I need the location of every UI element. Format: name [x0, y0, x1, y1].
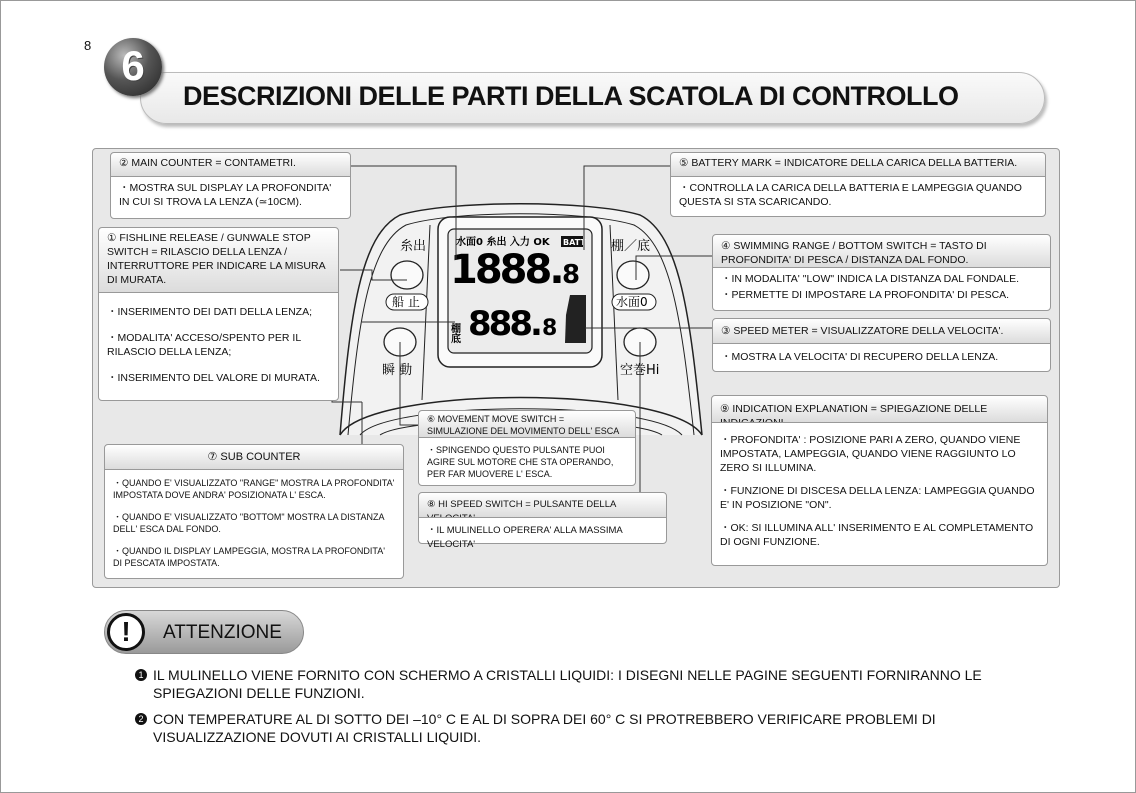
callout-indication-explanation [711, 395, 1048, 566]
callout-line: ・CONTROLLA LA CARICA DELLA BATTERIA E LAMPEGGIA QUANDO QUESTA SI STA SCARICANDO. [679, 182, 1022, 208]
callout-line: ・SPINGENDO QUESTO PULSANTE PUOI AGIRE SUL MOTORE CHE STA OPERANDO, PER FAR MUOVERE L' ESCA. [427, 445, 614, 479]
note-bullet: 2 [135, 713, 147, 725]
lcd-batt-label: BATT [563, 238, 586, 247]
callout-main-counter-body [110, 176, 351, 219]
callout-line: ・QUANDO E' VISUALIZZATO "RANGE" MOSTRA LA PROFONDITA' IMPOSTATA DOVE ANDRA' POSIZIONATA L' ESCA. [113, 478, 395, 500]
callout-fishline-release-head: ① FISHLINE RELEASE / GUNWALE STOP SWITCH = RILASCIO DELLA LENZA / INTERRUTTORE PER INDICARE LA MISURA DI MURATA. [98, 227, 339, 293]
callout-indication-head: ⑨ INDICATION EXPLANATION = SPIEGAZIONE DELLE [711, 395, 1048, 423]
attention-banner [104, 610, 304, 654]
callout-swimming-range [712, 234, 1051, 311]
callout-speed-meter-head: ③ SPEED METER = VISUALIZZATORE DELLA VELOCITA'. [712, 318, 1051, 344]
callout-line: ・PROFONDITA' : POSIZIONE PARI A ZERO, QUANDO VIENE IMPOSTATA, LAMPEGGIA, QUANDO VIENE RAGGIUNTO LO ZERO SI ILLUMINA. [720, 434, 1021, 474]
callout-battery-mark-body [670, 176, 1046, 217]
callout-movement-body [418, 437, 636, 486]
callout-line: ・IL MULINELLO OPERERA' ALLA MASSIMA VELOCITA' [427, 525, 623, 550]
callout-hi-speed-body [418, 517, 667, 550]
note-bullet: 1 [135, 669, 147, 681]
callout-sub-counter-head: ⑦ SUB COUNTER [104, 444, 404, 470]
attention-notes [135, 666, 1035, 754]
callout-speed-meter-body [712, 343, 1051, 372]
callout-main-counter [110, 152, 351, 219]
label-funadome: 船 止 [392, 295, 420, 309]
callout-swimming-range-body [712, 267, 1051, 311]
callout-line: ・MOSTRA LA VELOCITA' DI RECUPERO DELLA LENZA. [721, 351, 999, 363]
lcd-main-digits: 1888. [450, 247, 562, 293]
page-title: DESCRIZIONI DELLE PARTI DELLA SCATOLA DI CONTROLLO [183, 81, 959, 111]
label-itodashi: 糸出 [400, 239, 427, 254]
note-text: IL MULINELLO VIENE FORNITO CON SCHERMO A CRISTALLI LIQUIDI: I DISEGNI NELLE PAGINE SEGUENTI FORNIRANNO LE SPIEGAZIONI DELLE FUNZIONI. [153, 667, 982, 701]
callout-indication-body [711, 422, 1048, 566]
lcd-sub-digits: 888. [468, 304, 540, 344]
callout-movement-switch [418, 410, 636, 486]
callout-line: ・PERMETTE DI IMPOSTARE LA PROFONDITA' DI PESCA. [721, 289, 1010, 301]
label-karamaki: 空巻Hi [620, 363, 660, 378]
label-shundo: 瞬 動 [382, 363, 413, 378]
callout-speed-meter [712, 318, 1051, 372]
callout-line: ・INSERIMENTO DEI DATI DELLA LENZA; [107, 306, 312, 318]
callout-battery-mark [670, 152, 1046, 217]
label-tana: 棚／底 [611, 239, 651, 254]
callout-movement-head: ⑥ MOVEMENT MOVE SWITCH = SIMULAZIONE DEL MOVIMENTO DELL' ESCA [418, 410, 636, 438]
callout-swimming-range-head: ④ SWIMMING RANGE / BOTTOM SWITCH = TASTO DI PROFONDITA' DI PESCA / DISTANZA DAL FONDO. [712, 234, 1051, 268]
label-suimen: 水面0 [616, 295, 648, 309]
exclamation-icon: ! [107, 613, 145, 651]
callout-fishline-release [98, 227, 339, 401]
callout-line: ・OK: SI ILLUMINA ALL' INSERIMENTO E AL COMPLETAMENTO DI OGNI FUNZIONE. [720, 522, 1034, 548]
page-number: 8 [84, 38, 92, 53]
callout-sub-counter-body [104, 469, 404, 579]
lcd-sub-small-digit: 8 [542, 316, 558, 341]
callout-line: ・FUNZIONE DI DISCESA DELLA LENZA: LAMPEGGIA QUANDO E' IN POSIZIONE "ON". [720, 485, 1035, 511]
callout-line: ・MOSTRA SUL DISPLAY LA PROFONDITA' IN CUI SI TROVA LA LENZA (≃10CM). [119, 182, 332, 208]
lcd-sub-label: 棚底 [448, 323, 460, 343]
note-text: CON TEMPERATURE AL DI SOTTO DEI –10° C E AL DI SOPRA DEI 60° C SI PROTREBBERO VERIFICARE PROBLEMI DI VISUALIZZAZIONE DOVUTI AI CRISTALLI LIQUIDI. [153, 711, 936, 745]
chapter-number: 6 [121, 42, 145, 89]
callout-line: ・MODALITA' ACCESO/SPENTO PER IL RILASCIO DELLA LENZA; [107, 332, 301, 358]
callout-line: ・QUANDO E' VISUALIZZATO "BOTTOM" MOSTRA LA DISTANZA DELL' ESCA DAL FONDO. [113, 512, 384, 534]
callout-sub-counter [104, 444, 404, 579]
callout-fishline-release-body [98, 292, 339, 401]
callout-line: ・INSERIMENTO DEL VALORE DI MURATA. [107, 372, 320, 384]
attention-label: ATTENZIONE [163, 622, 282, 643]
lcd-main-small-digit: 8 [562, 260, 581, 290]
callout-main-counter-head: ② MAIN COUNTER = CONTAMETRI. [110, 152, 351, 177]
attention-note [135, 666, 1035, 702]
lcd-top-labels: 水面0 糸出 入力 OK [456, 237, 550, 248]
callout-battery-mark-head: ⑤ BATTERY MARK = INDICATORE DELLA CARICA DELLA BATTERIA. [670, 152, 1046, 177]
attention-note [135, 710, 1035, 746]
callout-line: ・QUANDO IL DISPLAY LAMPEGGIA, MOSTRA LA PROFONDITA' DI PESCATA IMPOSTATA. [113, 546, 385, 568]
callout-line: ・IN MODALITA' "LOW" INDICA LA DISTANZA DAL FONDALE. [721, 273, 1020, 285]
callout-hi-speed-switch [418, 492, 667, 550]
callout-hi-speed-head: ⑧ HI SPEED SWITCH = PULSANTE DELLA [418, 492, 667, 518]
